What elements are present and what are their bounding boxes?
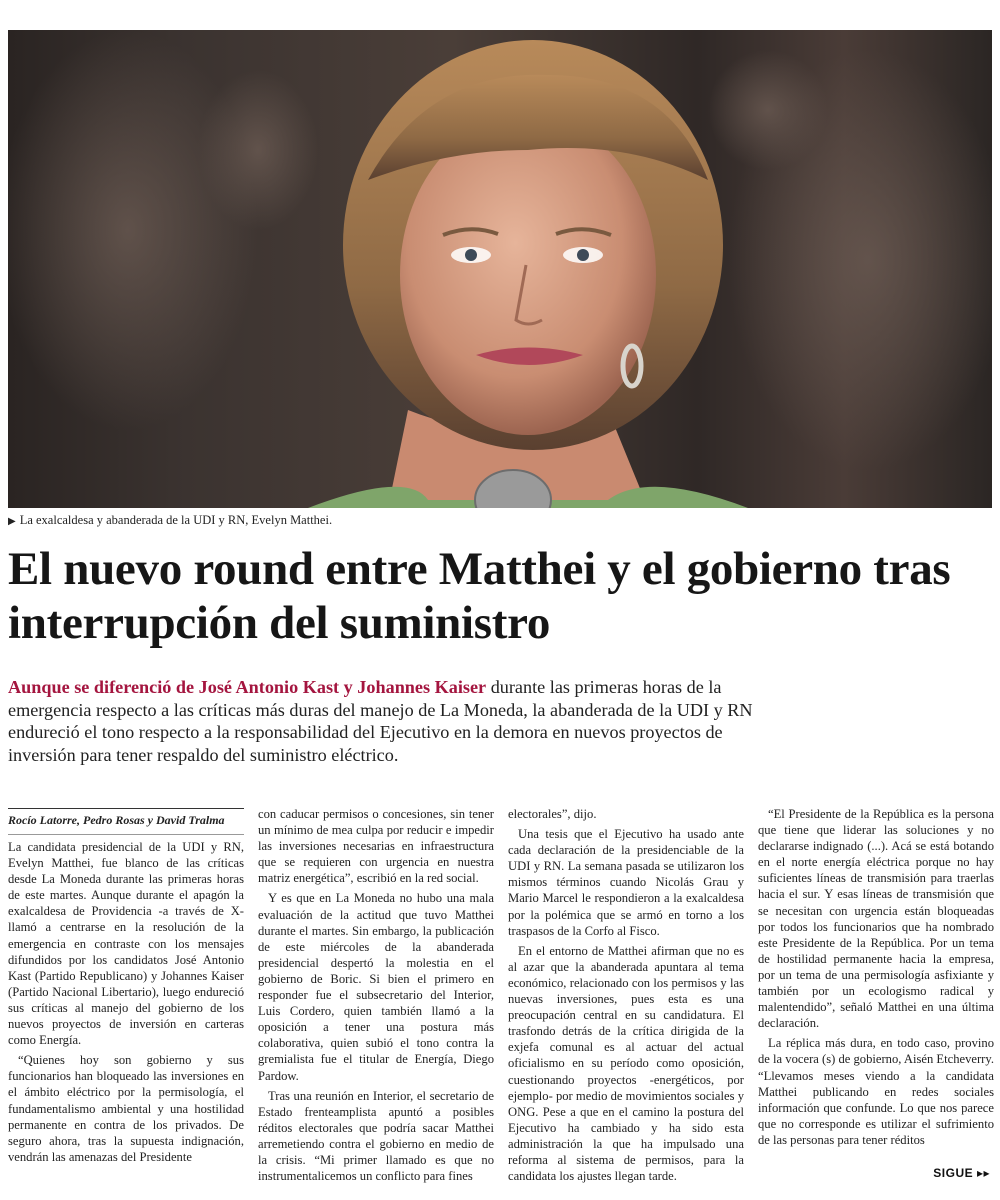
lede-body: durante las primeras horas de la emergencia respecto a las críticas más duras del manejo de La Moneda, la abanderada de la UDI y RN endureció el tono respecto a la responsabilidad del Ejecutivo en la demora en nuevos proyectos de inversión para tener respaldo del suministro eléctrico.: [8, 677, 753, 765]
paragraph: Tras una reunión en Interior, el secretario de Estado frenteamplista apuntó a posibles réditos electorales que podría sacar Matthei arremetiendo contra el gobierno en medio de la crisis. “Mi primer llamado es que no instrumentalicemos un conflicto para fines: [258, 1088, 494, 1184]
paragraph: electorales”, dijo.: [508, 807, 597, 821]
article-lede: [8, 676, 778, 766]
lede-highlight: Aunque se diferenció de José Antonio Kast y Johannes Kaiser: [8, 677, 487, 697]
paragraph: La candidata presidencial de la UDI y RN, Evelyn Matthei, fue blanco de las críticas desde La Moneda durante las primeras horas de este martes. Aunque durante el apagón la exalcaldesa de Providencia -a través de X- llamó a centrarse en la resolución de la emergencia en contraste con los mensajes difundidos por los candidatos José Antonio Kast (Partido Republicano) y Johannes Kaiser (Partido Nacional Libertario), luego endureció sus críticas al manejo del gobierno de los nuevos proyectos de inversión en carteras como Energía.: [8, 840, 244, 1048]
article-photo: [8, 30, 992, 508]
byline: Rocío Latorre, Pedro Rosas y David Tralma: [8, 813, 244, 835]
paragraph: La réplica más dura, en todo caso, provino de la vocera (s) de gobierno, Aisén Etcheverry. “Llevamos meses viendo a la candidata Matthei publicando en redes sociales información que confunde. Lo que nos parece que no corresponde es utilizar el sufrimiento de las personas para tener réditos: [758, 1036, 994, 1147]
article-column-1: [8, 806, 244, 1169]
paragraph: con caducar permisos o concesiones, sin tener un mínimo de mea culpa por reducir e impedir las inversiones necesarias en infraestructura que se requieren con urgencia en nuestra matriz energética”, escribió en la red social.: [258, 807, 494, 886]
photo-caption: [8, 513, 332, 528]
caption-text: La exalcaldesa y abanderada de la UDI y RN, Evelyn Matthei.: [19, 513, 333, 527]
photo-illustration: [8, 30, 992, 508]
article-column-3: [508, 806, 744, 1188]
byline-rule: [8, 808, 244, 809]
article-column-2: [258, 806, 494, 1188]
paragraph: Y es que en La Moneda no hubo una mala evaluación de la actitud que tuvo Matthei durante el martes. Sin embargo, la publicación de este miércoles de la abanderada presidencial despertó la molestia en el gobierno de Boric. Si bien el primero en responder fue el subsecretario del Interior, Luis Cordero, quien también llamó a la oposición a tener una postura más colaborativa, quien subió el tono contra la gremialista fue el titular de Energía, Diego Pardow.: [258, 891, 494, 1083]
article-column-4: [758, 806, 994, 1152]
paragraph: “El Presidente de la República es la persona que tiene que liderar las soluciones y no declararse indignado (...). Acá se está botando en el norte energía eléctrica porque no hay suficientes líneas de transmisión para traerlas hacia el sur. Y esas líneas de transmisión que se necesitan con urgencia están bloqueadas por todos los funcionarios que ha nombrado este Presidente de la República. Por un tema de hostilidad permanente hacia la empresa, por un tema de una permisología asfixiante y también por un ecologismo radical y malentendido”, señaló Matthei en una última declaración.: [758, 807, 994, 1031]
paragraph: “Quienes hoy son gobierno y sus funcionarios han bloqueado las inversiones en el ámbito eléctrico por la permisología, el fundamentalismo ambiental y una hostilidad permanente en contra de los privados. De seguro ahora, tras la supuesta indignación, vendrán las amenazas del Presidente: [8, 1053, 244, 1164]
paragraph: En el entorno de Matthei afirman que no es al azar que la abanderada apuntara al tema económico, relacionado con los permisos y las nuevas inversiones, pues esta es una preocupación central en su candidatura. El trasfondo detrás de la crítica dirigida de la exjefa comunal es al actuar del actual oficialismo en su período como oposición, cuestionando proyectos -energéticos, por ejemplo- por medio de movimientos sociales y ONG. Pese a que en el camino la postura del Ejecutivo ha cambiado y ha sido esta administración la que ha impulsado una reforma al sistema de permisos, para la candidata los ajustes llegan tarde.: [508, 943, 744, 1184]
caption-marker-icon: ▶: [8, 516, 16, 527]
continue-marker: SIGUE ▸▸: [933, 1166, 990, 1180]
paragraph: Una tesis que el Ejecutivo ha usado ante cada declaración de la presidenciable de la UDI y RN. La semana pasada se utilizaron los mismos términos cuando Nicolás Grau y Mario Marcel le respondieron a la exalcaldesa por la polémica que se armó en torno a los traspasos de la Corfo al Fisco.: [508, 827, 744, 938]
article-headline: El nuevo round entre Matthei y el gobierno tras interrupción del suministro: [8, 543, 951, 649]
